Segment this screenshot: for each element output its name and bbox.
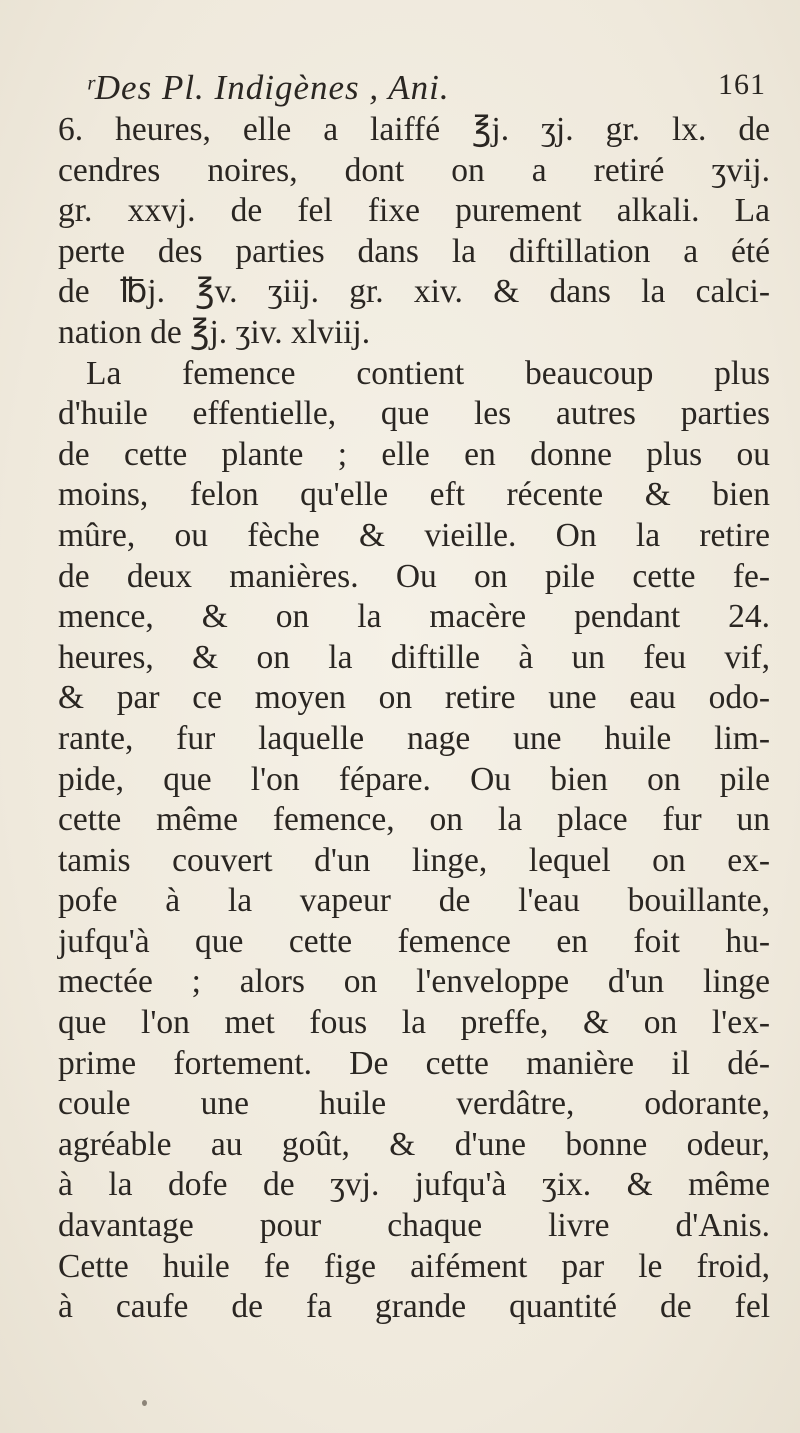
text-line: Cette huile fe fige aifément par le froid, bbox=[58, 1247, 770, 1285]
text-line: à la dofe de ʒvj. jufqu'à ʒix. & même bbox=[58, 1166, 770, 1204]
text-line: tamis couvert d'un linge, lequel on ex- bbox=[58, 841, 770, 879]
text-line: à caufe de fa grande quantité de fel bbox=[58, 1288, 770, 1326]
page-header bbox=[86, 68, 766, 112]
text-line: perte des parties dans la diftillation a été bbox=[58, 232, 770, 270]
text-line: agréable au goût, & d'une bonne odeur, bbox=[58, 1125, 770, 1163]
text-line: pofe à la vapeur de l'eau bouillante, bbox=[58, 882, 770, 920]
text-line: prime fortement. De cette manière il dé- bbox=[58, 1044, 770, 1082]
text-line: mence, & on la macère pendant 24. bbox=[58, 598, 770, 636]
text-line: d'huile effentielle, que les autres parties bbox=[58, 395, 770, 433]
page-number: 161 bbox=[718, 68, 766, 101]
text-line: gr. xxvj. de fel fixe purement alkali. La bbox=[58, 192, 770, 230]
text-line: rante, fur laquelle nage une huile lim- bbox=[58, 719, 770, 757]
text-line: de cette plante ; elle en donne plus ou bbox=[58, 435, 770, 473]
paragraph-start-line: La femence contient beaucoup plus bbox=[86, 354, 770, 392]
body-text bbox=[58, 110, 778, 1328]
text-line: 6. heures, elle a laiffé ℥j. ʒj. gr. lx. de bbox=[58, 111, 770, 148]
running-head: ʳDes Pl. Indigènes , Ani. bbox=[86, 68, 450, 107]
text-line: mûre, ou fèche & vieille. On la retire bbox=[58, 516, 770, 554]
text-line: moins, felon qu'elle eft récente & bien bbox=[58, 476, 770, 514]
text-line: de ℔j. ℥v. ʒiij. gr. xiv. & dans la calci- bbox=[58, 273, 770, 311]
text-line: jufqu'à que cette femence en foit hu- bbox=[58, 922, 770, 960]
text-line: coule une huile verdâtre, odorante, bbox=[58, 1085, 770, 1123]
text-line: pide, que l'on fépare. Ou bien on pile bbox=[58, 760, 770, 798]
text-line: de deux manières. Ou on pile cette fe- bbox=[58, 557, 770, 595]
text-line: cette même femence, on la place fur un bbox=[58, 801, 770, 839]
ink-speck bbox=[142, 1400, 147, 1406]
text-line: cendres noires, dont on a retiré ʒvij. bbox=[58, 151, 770, 189]
text-line: & par ce moyen on retire une eau odo- bbox=[58, 679, 770, 717]
text-line: mectée ; alors on l'enveloppe d'un linge bbox=[58, 963, 770, 1001]
text-line: heures, & on la diftille à un feu vif, bbox=[58, 638, 770, 676]
text-line: que l'on met fous la preffe, & on l'ex- bbox=[58, 1004, 770, 1042]
text-line: nation de ℥j. ʒiv. xlviij. bbox=[58, 313, 371, 351]
text-line: davantage pour chaque livre d'Anis. bbox=[58, 1207, 770, 1245]
